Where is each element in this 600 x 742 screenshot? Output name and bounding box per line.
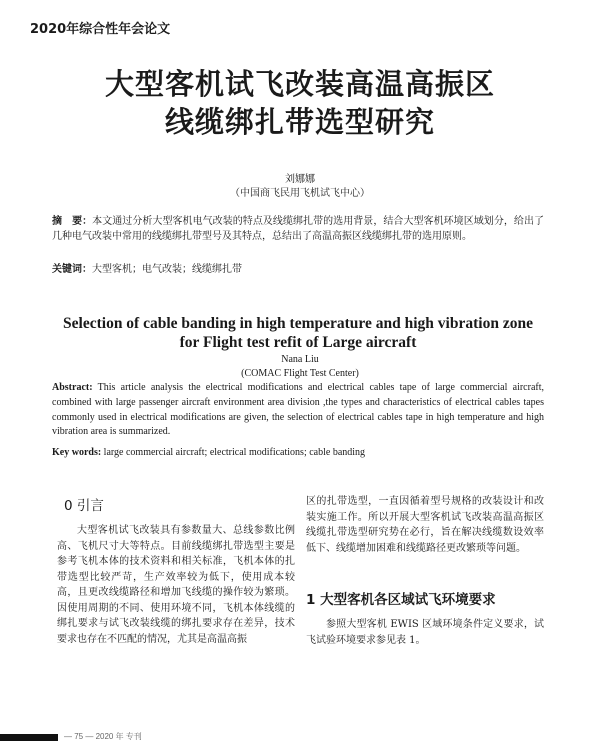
footer-bar bbox=[0, 734, 58, 741]
abstract-zh bbox=[52, 214, 544, 244]
keywords-en-label: Key words: bbox=[52, 447, 102, 458]
author-en: Nana Liu bbox=[281, 354, 319, 365]
section0-continued: 区的扎带选型，一直因循着型号规格的改装设计和改装实施工作。所以开展大型客机试飞改装高温高振区线缆扎带选型研究势在必行，旨在解决线缆数设效率低下、线缆增加困难和线缆路径更改繁琐等问题。 bbox=[306, 496, 544, 554]
keywords-en bbox=[52, 445, 544, 460]
abstract-zh-text: 本文通过分析大型客机电气改装的特点及线缆绑扎带的选用背景，结合大型客机环境区域划分，给出了几种电气改装中常用的线缆绑扎带型号及其特点，总结出了高温高振区线缆绑扎带的选用原则。 bbox=[52, 216, 545, 242]
title-zh-line1: 大型客机试飞改装高温高振区 bbox=[104, 67, 495, 101]
abstract-en-text: This article analysis the electrical modifications and electrical cables tape of large commercial aircraft, combined with large passenger aircraft environment area division ,the types and characteristics of electrical cables tapes commonly used in electrical modifications are given, the selection of electrical cables tape in high temperature and high vibration area is summarized. bbox=[52, 382, 544, 438]
section1-heading: 1 大型客机各区域试飞环境要求 bbox=[306, 592, 496, 608]
affiliation-zh: （中国商飞民用飞机试飞中心） bbox=[230, 188, 370, 199]
footer-text: — 75 — 2020 年 专刊 bbox=[64, 732, 142, 741]
abstract-en bbox=[52, 381, 544, 440]
keywords-zh-label: 关键词： bbox=[52, 264, 92, 275]
title-en: Selection of cable banding in high temperature and high vibration zone for Flight test refit of Large aircraft bbox=[63, 315, 533, 351]
section0-heading: 0 引言 bbox=[64, 498, 104, 514]
keywords-zh-text: 大型客机；电气改装；线缆绑扎带 bbox=[92, 264, 242, 275]
affiliation-en: (COMAC Flight Test Center) bbox=[241, 368, 359, 379]
section0-text: 大型客机试飞改装具有参数量大、总线参数比例高、飞机尺寸大等特点。目前线缆绑扎带选型主要是参考飞机本体的技术资料和相关标准，飞机本体的扎带选型比较严苛，生产效率较为低下，使用成本较高，且更改线缆路径和增加飞线缆的操作较为繁琐。因使用周期的不同、使用环境不同，飞机本体线缆的绑扎要求与试飞改装线缆的绑扎要求存在差异，技术要求也存在不匹配的情况，尤其是高温高振 bbox=[57, 525, 295, 645]
section1-text: 参照大型客机 EWIS 区域环境条件定义要求，试飞试验环境要求参见表 1。 bbox=[306, 619, 544, 646]
keywords-zh bbox=[52, 262, 544, 277]
running-head: 2020年综合性年会论文 bbox=[30, 22, 171, 37]
abstract-zh-label: 摘 要： bbox=[52, 216, 93, 227]
author-zh: 刘娜娜 bbox=[285, 174, 315, 185]
abstract-en-label: Abstract: bbox=[52, 382, 93, 393]
keywords-en-text: large commercial aircraft; electrical modifications; cable banding bbox=[101, 447, 366, 458]
title-zh-line2: 线缆绑扎带选型研究 bbox=[164, 105, 435, 139]
